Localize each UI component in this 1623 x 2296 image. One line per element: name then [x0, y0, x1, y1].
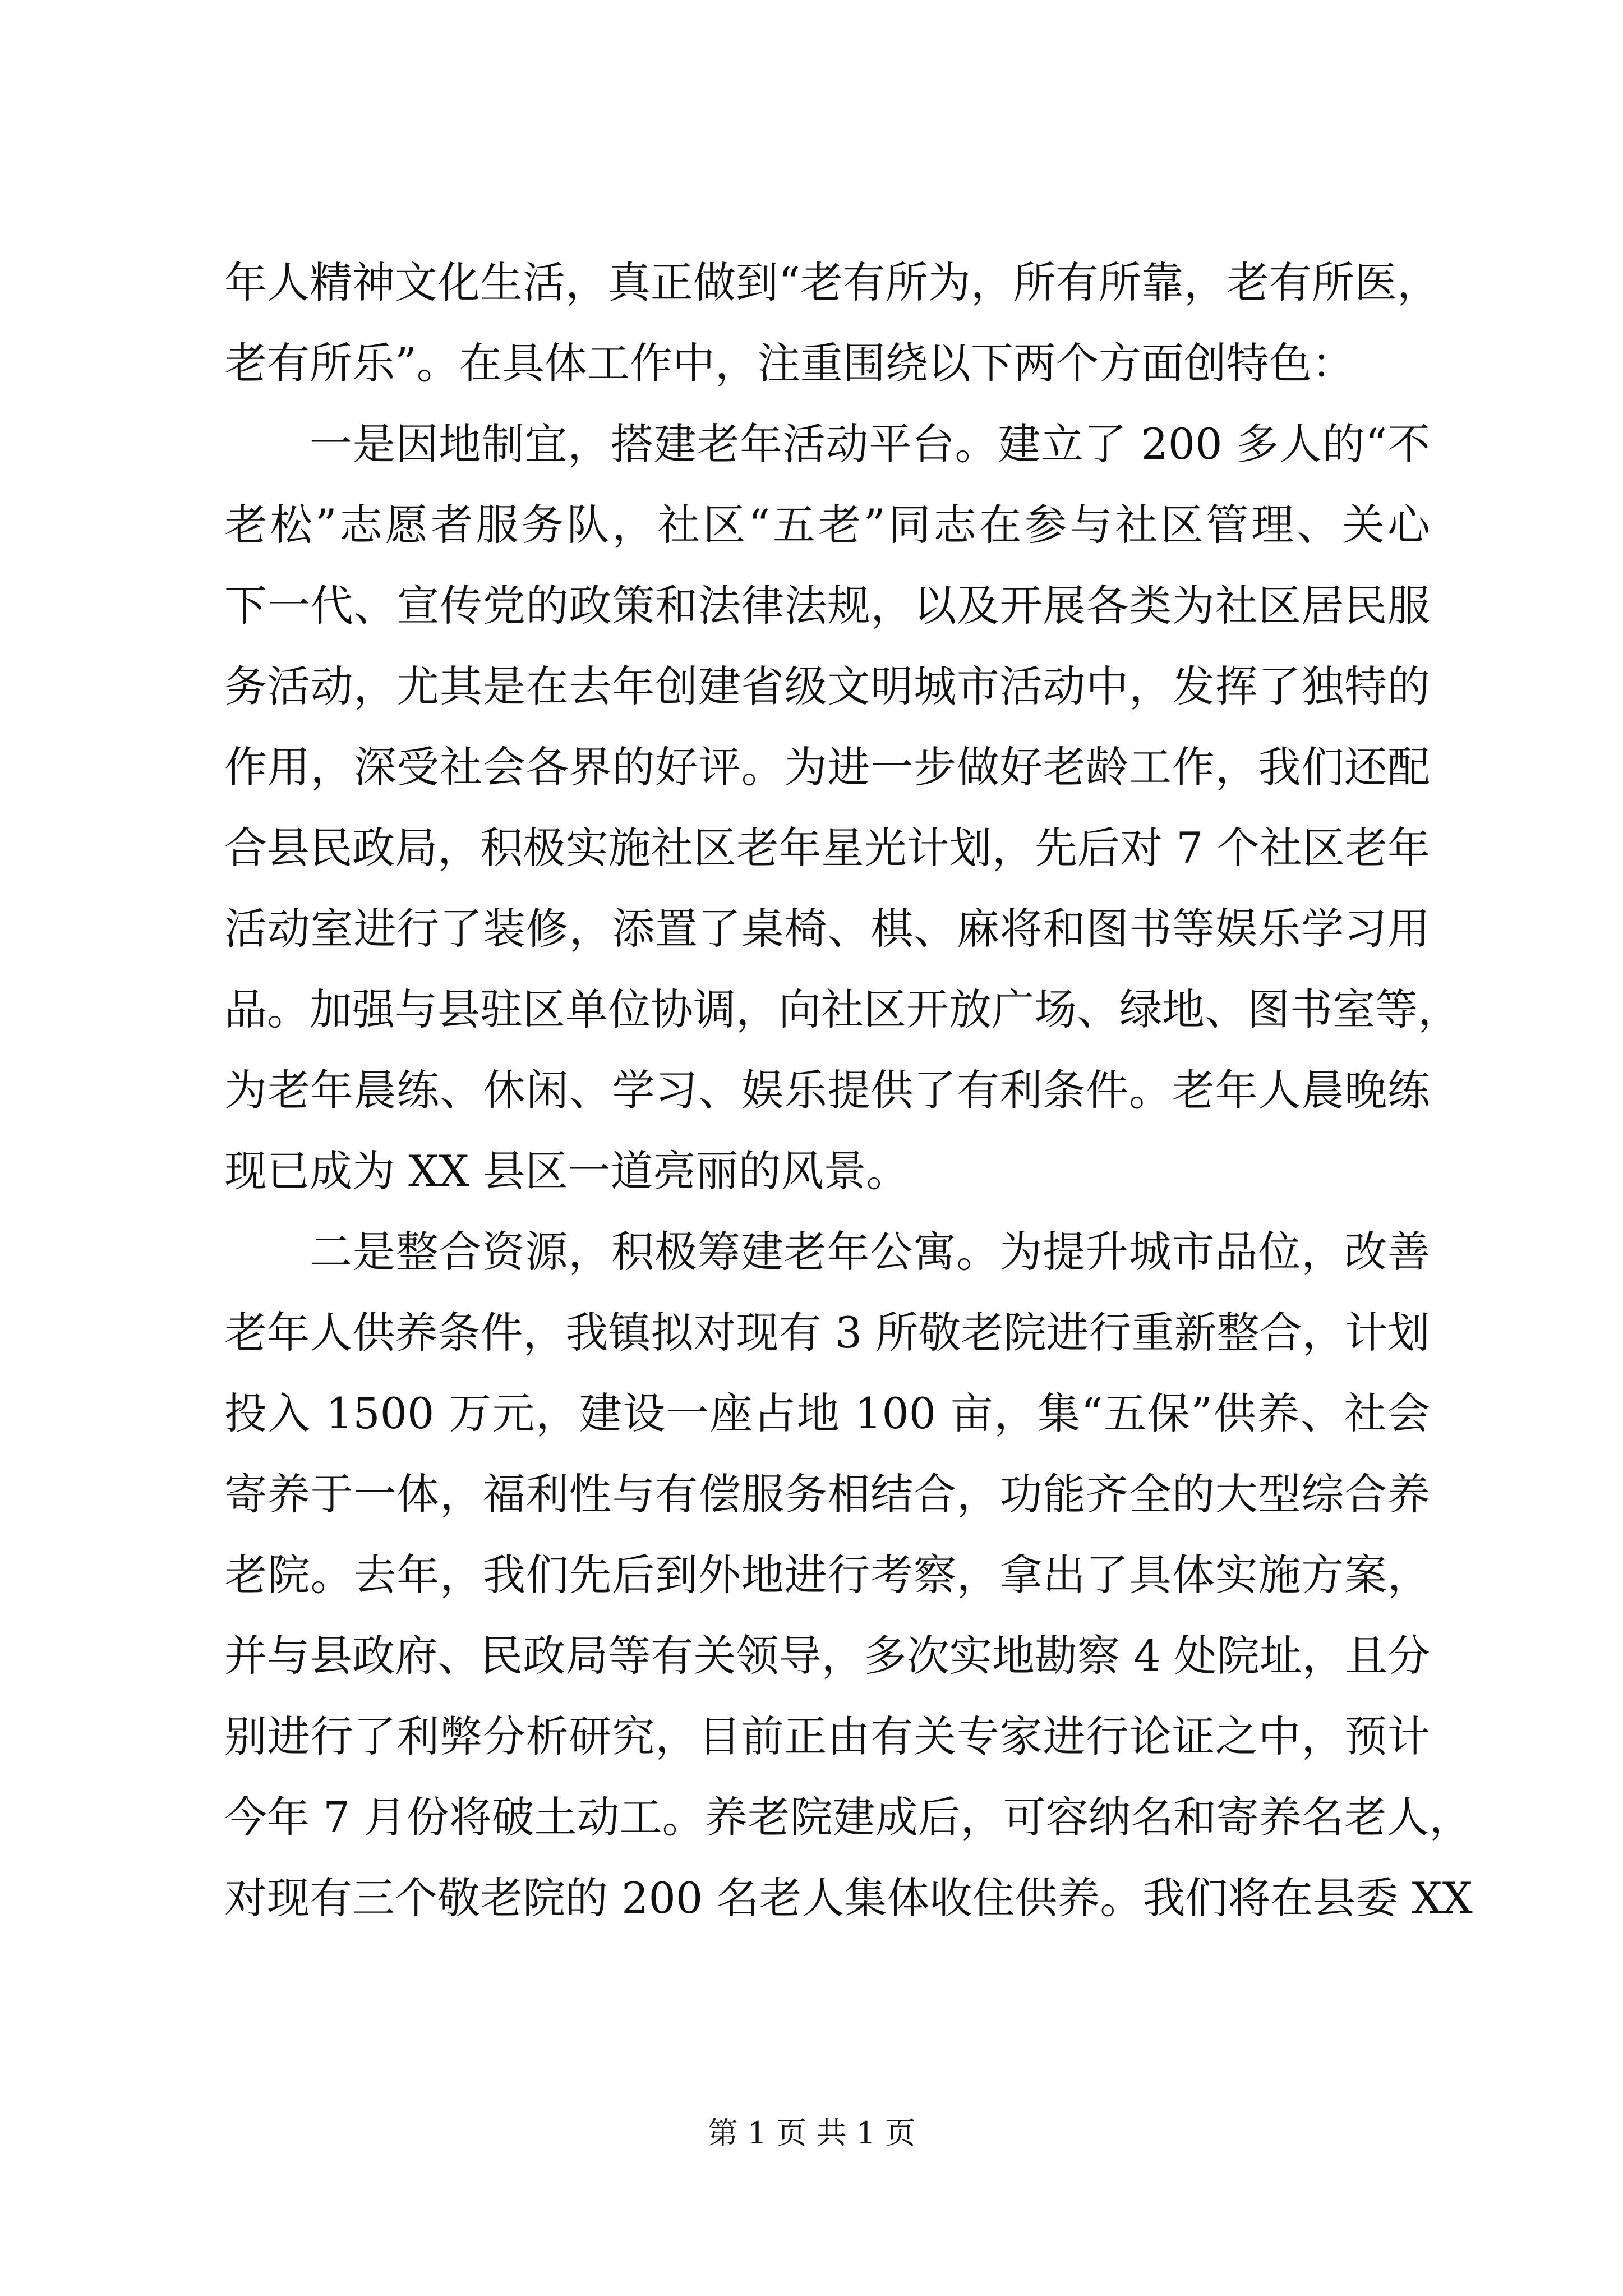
- paragraph-2-line-2: 老年人供养条件，我镇拟对现有 3 所敬老院进行重新整合，计划: [224, 1308, 1430, 1358]
- paragraph-1-line-10: 现已成为 XX 县区一道亮丽的风景。: [224, 1146, 909, 1196]
- text-line-2: 老有所乐”。在具体工作中，注重围绕以下两个方面创特色：: [224, 338, 1354, 388]
- paragraph-2-line-1: 二是整合资源，积极筹建老年公寓。为提升城市品位，改善: [310, 1227, 1430, 1277]
- text-line-1: 年人精神文化生活，真正做到“老有所为，所有所靠，老有所医，: [224, 257, 1440, 307]
- paragraph-1-line-6: 合县民政局，积极实施社区老年星光计划，先后对 7 个社区老年: [224, 823, 1430, 873]
- paragraph-1-line-2: 老松”志愿者服务队，社区“五老”同志在参与社区管理、关心: [224, 500, 1430, 550]
- paragraph-2-line-9: 对现有三个敬老院的 200 名老人集体收住供养。我们将在县委 XX: [224, 1873, 1473, 1923]
- paragraph-2-line-8: 今年 7 月份将破土动工。养老院建成后，可容纳名和寄养名老人，: [224, 1792, 1472, 1842]
- paragraph-1-line-7: 活动室进行了装修，添置了桌椅、棋、麻将和图书等娱乐学习用: [224, 904, 1430, 954]
- paragraph-2-line-7: 别进行了利弊分析研究，目前正由有关专家进行论证之中，预计: [224, 1711, 1430, 1761]
- paragraph-1-line-3: 下一代、宣传党的政策和法律法规，以及开展各类为社区居民服: [224, 581, 1430, 631]
- paragraph-1-line-8: 品。加强与县驻区单位协调，向社区开放广场、绿地、图书室等，: [224, 984, 1460, 1034]
- paragraph-2-line-6: 并与县政府、民政局等有关领导，多次实地勘察 4 处院址，且分: [224, 1631, 1430, 1681]
- paragraph-2-line-4: 寄养于一体，福利性与有偿服务相结合，功能齐全的大型综合养: [224, 1469, 1430, 1519]
- paragraph-1-line-9: 为老年晨练、休闲、学习、娱乐提供了有利条件。老年人晨晚练: [224, 1065, 1430, 1115]
- paragraph-1-line-4: 务活动，尤其是在去年创建省级文明城市活动中，发挥了独特的: [224, 661, 1430, 711]
- paragraph-1-line-1: 一是因地制宜，搭建老年活动平台。建立了 200 多人的“不: [310, 419, 1430, 469]
- paragraph-2-line-5: 老院。去年，我们先后到外地进行考察，拿出了具体实施方案，: [224, 1550, 1430, 1600]
- paragraph-2-line-3: 投入 1500 万元，建设一座占地 100 亩，集“五保”供养、社会: [224, 1388, 1430, 1438]
- page-number-footer: 第 1 页 共 1 页: [707, 2115, 916, 2151]
- paragraph-1-line-5: 作用，深受社会各界的好评。为进一步做好老龄工作，我们还配: [224, 742, 1430, 792]
